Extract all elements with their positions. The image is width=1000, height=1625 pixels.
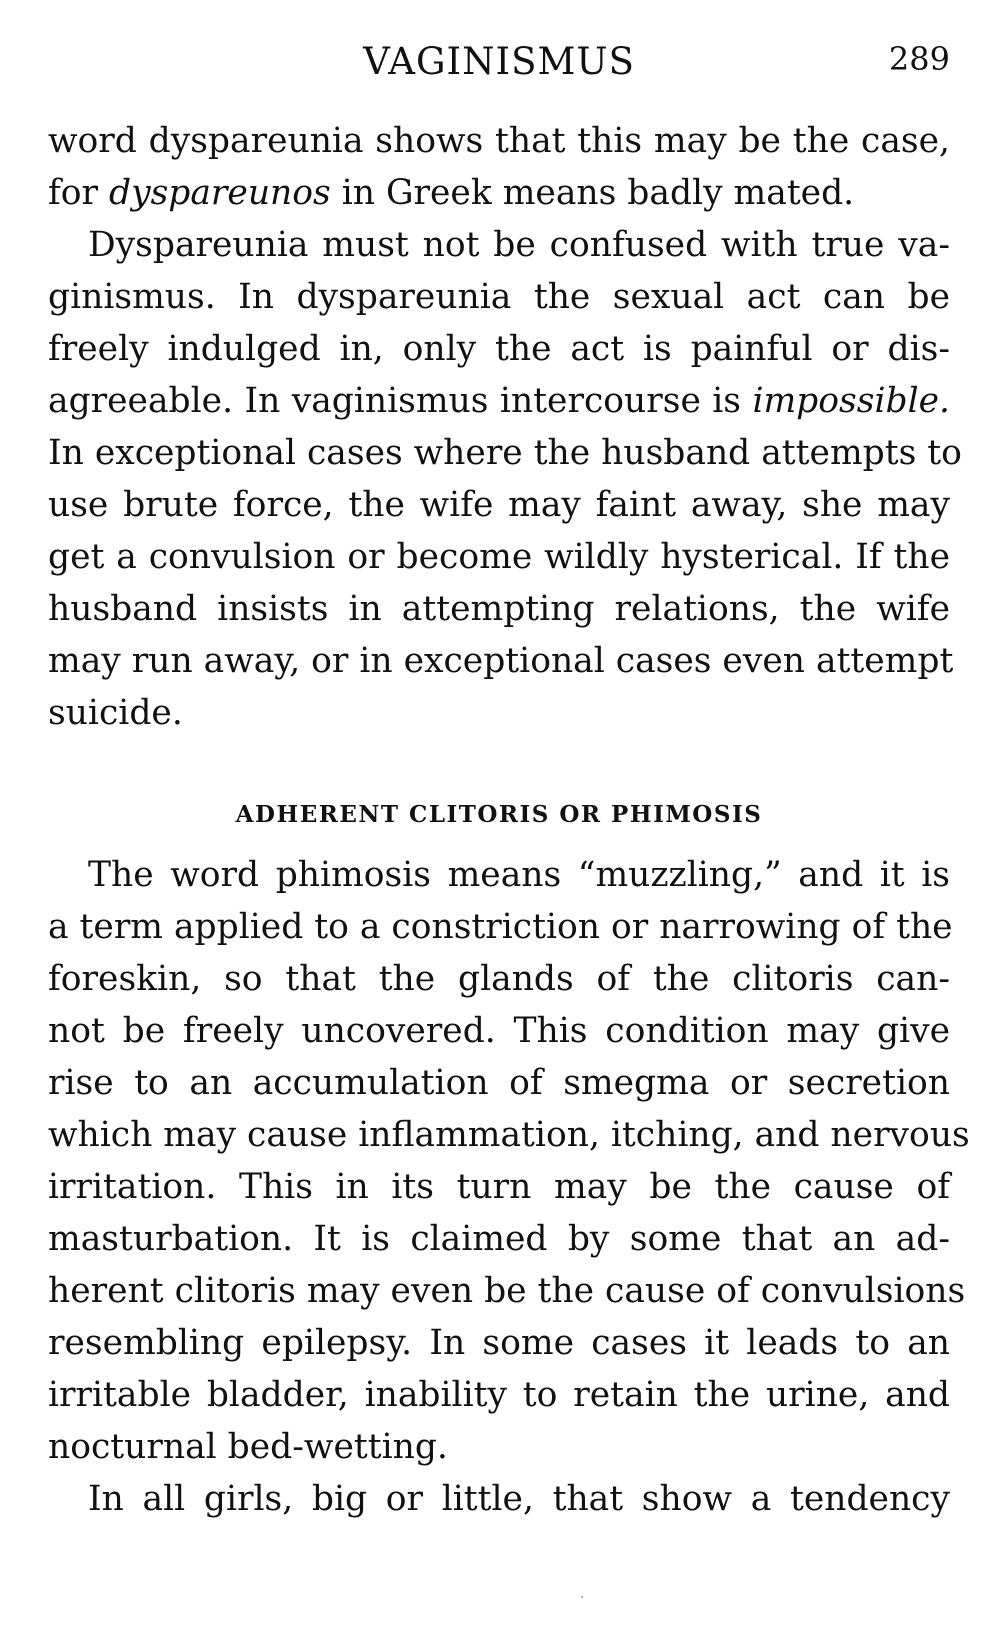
paragraph-2 bbox=[48, 219, 962, 739]
paragraph-3 bbox=[48, 849, 970, 1473]
paragraph-4 bbox=[48, 1473, 950, 1525]
text-span: for bbox=[48, 173, 109, 213]
text-line: irritation. This in its turn may be the cause of bbox=[48, 1167, 950, 1207]
text-line: freely indulged in, only the act is painful or dis- bbox=[48, 329, 950, 369]
italic-term: impossible. bbox=[752, 381, 950, 421]
text-line: get a convulsion or become wildly hysterical. If the bbox=[48, 537, 950, 577]
text-line: may run away, or in exceptional cases even attempt bbox=[48, 641, 954, 681]
page-number: 289 bbox=[888, 40, 950, 78]
text-line: nocturnal bed-wetting. bbox=[48, 1427, 448, 1467]
running-head bbox=[48, 40, 950, 90]
text-line: foreskin, so that the glands of the clitoris can- bbox=[48, 959, 950, 999]
body-text bbox=[48, 115, 970, 1525]
text-line: word dyspareunia shows that this may be the case, bbox=[48, 121, 950, 161]
text-line: masturbation. It is claimed by some that an ad- bbox=[48, 1219, 950, 1259]
paragraph-1 bbox=[48, 115, 950, 219]
text-line: a term applied to a constriction or narrowing of the bbox=[48, 907, 953, 947]
text-span: in Greek means badly mated. bbox=[330, 173, 855, 213]
text-line: resembling epilepsy. In some cases it leads to an bbox=[48, 1323, 950, 1363]
text-line: which may cause inflammation, itching, and nervous bbox=[48, 1115, 970, 1155]
text-line: not be freely uncovered. This condition may give bbox=[48, 1011, 950, 1051]
text-line: irritable bladder, inability to retain the urine, and bbox=[48, 1375, 950, 1415]
text-line: husband insists in attempting relations, the wife bbox=[48, 589, 950, 629]
italic-term: dyspareunos bbox=[109, 173, 331, 213]
text-line: The word phimosis means “muzzling,” and it is bbox=[88, 855, 950, 895]
text-line: suicide. bbox=[48, 693, 183, 733]
paper-speck bbox=[581, 1596, 583, 1598]
text-line: ginismus. In dyspareunia the sexual act can be bbox=[48, 277, 950, 317]
section-heading: ADHERENT CLITORIS OR PHIMOSIS bbox=[235, 801, 763, 828]
text-line bbox=[48, 375, 950, 427]
text-line bbox=[48, 167, 950, 219]
text-line: rise to an accumulation of smegma or secretion bbox=[48, 1063, 950, 1103]
running-title: VAGINISMUS bbox=[363, 40, 635, 83]
text-line: In exceptional cases where the husband attempts to bbox=[48, 433, 962, 473]
text-line: herent clitoris may even be the cause of convulsions bbox=[48, 1271, 966, 1311]
text-line: In all girls, big or little, that show a tendency bbox=[88, 1479, 950, 1519]
text-line: Dyspareunia must not be confused with true va- bbox=[88, 225, 950, 265]
text-span: agreeable. In vaginismus intercourse is bbox=[48, 381, 753, 421]
text-line: use brute force, the wife may faint away, she may bbox=[48, 485, 950, 525]
